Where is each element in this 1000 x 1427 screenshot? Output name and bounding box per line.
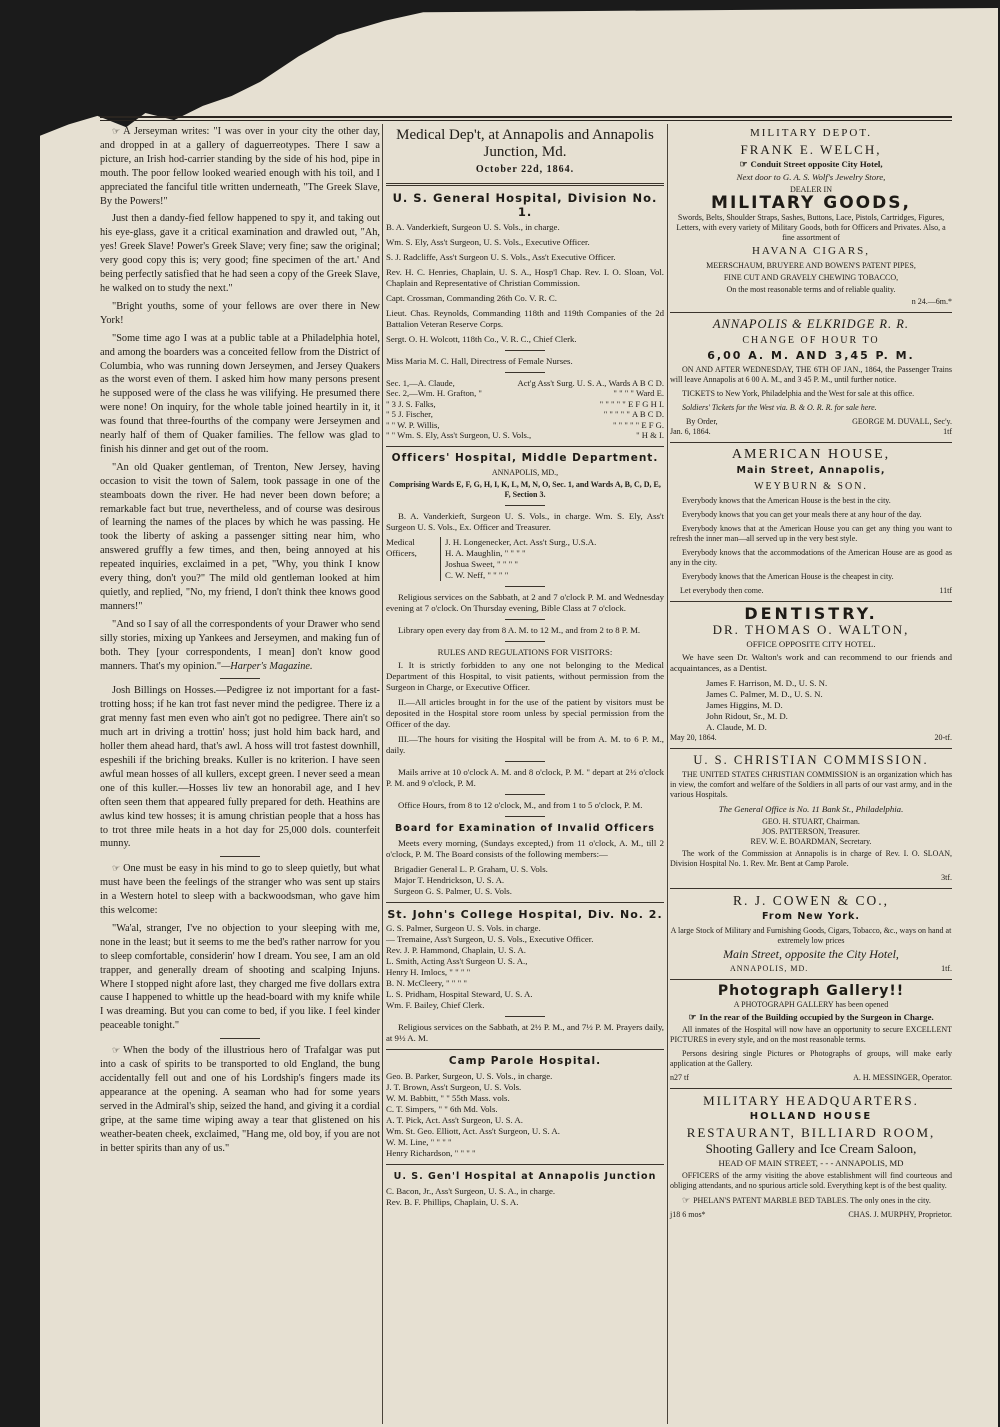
- staff-line: Lieut. Chas. Reynolds, Commanding 118th and 119th Companies of the 2d Battalion Veteran Reserve Corps.: [386, 307, 664, 329]
- christian-commission-work: The work of the Commission at Annapolis is in charge of Rev. I. O. SLOAN, Division Hospital No. 1. Rev. Mr. Bent at Camp Parole.: [670, 848, 952, 868]
- divider: [220, 856, 260, 857]
- st-johns-services: Religious services on the Sabbath, at 2½ P. M., and 7½ P. M. Prayers daily, at 9½ A. M.: [386, 1022, 664, 1044]
- reference: John Ridout, Sr., M. D.: [706, 710, 788, 721]
- cowen-address: Main Street, opposite the City Hotel,: [723, 946, 899, 961]
- pointing-hand-icon: ☞: [112, 863, 121, 874]
- christian-commission-text: THE UNITED STATES CHRISTIAN COMMISSION is an organization which has in view, the comfort and welfare of the Soldiers in all parts of our vast army, and in the various Hospitals.: [670, 769, 952, 799]
- sections-table: [386, 378, 664, 441]
- staff-line: Geo. B. Parker, Surgeon, U. S. Vols., in charge.: [386, 1071, 553, 1082]
- header-rule: [100, 116, 952, 121]
- staff-line: L. S. Pridham, Hospital Steward, U. S. A.: [386, 989, 533, 1000]
- military-depot-next: Next door to G. A. S. Wolf's Jewelry Store,: [736, 171, 886, 182]
- rule-1: I. It is strictly forbidden to any one not belonging to the Medical Department of this Hospital, to visit patients, without permission from the Surgeon in Charge, or Executive Officer.: [386, 659, 664, 692]
- christian-commission-people: [670, 817, 952, 847]
- gh1-staff: [386, 222, 664, 345]
- medical-officers: [386, 537, 664, 581]
- staff-line: Rev. H. C. Henries, Chaplain, U. S. A., Hosp'l Chap. Rev. I. O. Sloan, Vol. Chaplain and Representative of Christian Commission.: [386, 266, 664, 288]
- medical-dept-title: Medical Dep't, at Annapolis and Annapolis Junction, Md.: [396, 127, 654, 160]
- restaurant-line: RESTAURANT, BILLIARD ROOM,: [686, 1125, 936, 1141]
- divider: [670, 888, 952, 889]
- camp-parole-title: Camp Parole Hospital.: [448, 1055, 602, 1068]
- staff-line: G. S. Palmer, Surgeon U. S. Vols. in charge.: [386, 923, 541, 934]
- divider: [220, 1038, 260, 1039]
- nurses-line: Miss Maria M. C. Hall, Directress of Female Nurses.: [386, 355, 573, 366]
- medical-officer: Joshua Sweet, " " " ": [445, 558, 519, 569]
- staff-line: B. N. McCleery, " " " ": [386, 978, 467, 989]
- gh1-title: U. S. General Hospital, Division No. 1.: [392, 190, 658, 219]
- staff-line: A. T. Pick, Act. Ass't Surgeon, U. S. A.: [386, 1115, 523, 1126]
- board-title: Board for Examination of Invalid Officers: [395, 822, 655, 834]
- annapolis-junction-staff: [386, 1186, 664, 1208]
- staff-line: W. M. Line, " " " ": [386, 1137, 452, 1148]
- military-goods-list: Swords, Belts, Shoulder Straps, Sashes, Buttons, Lace, Pistols, Cartridges, Figures, Letters, with every variety of Military Goods, both for Officers and Privates. Also, a fine assortment of: [676, 212, 946, 242]
- board-member: Brigadier General L. P. Graham, U. S. Vols.: [394, 863, 548, 874]
- officers-hospital-staff: B. A. Vanderkieft, Surgeon U. S. Vols., in charge. Wm. S. Ely, Ass't Surgeon U. S. Vols., Ex. Officer and Treasurer.: [386, 510, 664, 532]
- divider: [220, 678, 260, 679]
- ad-code: 3tf.: [941, 872, 952, 882]
- staff-line: L. Smith, Acting Ass't Surgeon U. S. A.,: [386, 956, 528, 967]
- divider: [505, 350, 545, 351]
- photograph-operator: n27 tf A. H. MESSINGER, Operator.: [670, 1073, 952, 1083]
- stranger-story-quote: "Wa'al, stranger, I've no objection to your sleeping with me, none in the least; but it seems to me the bed's rather narrow for you to sleep comfortable, considerin' how I dream. You see, I am an old trapper, and generally dream of shooting and scalping Injuns. Where I stopped night afore last, they charged me five dollars extra cause I happened to whittle up the head-board with my knife while I was dreaming. But you can come to bed, if you like. I feel kinder peaceable tonight.": [100, 922, 380, 1032]
- board-text: Meets every morning, (Sundays excepted,) from 11 o'clock, A. M., till 2 o'clock, P. M. The Board consists of the following members:—: [386, 837, 664, 859]
- ad-line: Everybody knows that the American House is the cheapest in city.: [682, 572, 894, 582]
- column-right: [670, 125, 952, 1220]
- officer-name: REV. W. E. BOARDMAN, Secretary.: [750, 836, 872, 846]
- rules-title: RULES AND REGULATIONS FOR VISITORS:: [437, 646, 613, 657]
- railroad-soldiers: Soldiers' Tickets for the West via. B. & O. R. R. for sale here.: [682, 403, 877, 413]
- pointing-hand-icon: ☞: [682, 1195, 691, 1206]
- american-house-street: Main Street, Annapolis,: [736, 465, 886, 477]
- holland-house: HOLLAND HOUSE: [749, 1111, 873, 1123]
- divider: [386, 446, 664, 447]
- staff-line: C. Bacon, Jr., Ass't Surgeon, U. S. A., in charge.: [386, 1186, 556, 1197]
- staff-line: Wm. F. Bailey, Chief Clerk.: [386, 1000, 485, 1011]
- jersey-story-p3: "Bright youths, some of your fellows are over there in New York!: [100, 300, 380, 326]
- ad-code: n 24.—6m.*: [911, 296, 952, 306]
- cowen-text: A large Stock of Military and Furnishing Goods, Cigars, Tobacco, &c., ways on hand at extremely low prices: [670, 925, 952, 945]
- jersey-story-p2: Just then a dandy-fied fellow happened to spy it, and taking out his eye-glass, gave it a critical examination and drawled out, "Ah, yes! Greek Slave! Power's Greek Slave; very fine; saw the original; very good copy this is; very good; fine specimen of the art.' And being perfectly satisfied that he had seen a copy of the Greek Slave, he walked on to study the next.": [100, 213, 380, 294]
- ad-code: 11tf: [939, 586, 952, 596]
- dentist-refs: [670, 678, 952, 733]
- photograph-text-2: Persons desiring single Pictures or Photographs of groups, will make early application at the Gallery.: [670, 1049, 952, 1069]
- ad-line: Everybody knows that at the American House you can get any thing you want to refresh the inner man—all served up in the very best style.: [670, 524, 952, 544]
- dentistry-title: DENTISTRY.: [744, 604, 878, 624]
- pointing-hand-icon: ☞: [112, 126, 121, 136]
- divider: [670, 979, 952, 980]
- camp-parole-staff: [386, 1071, 664, 1159]
- section-row: Sec. 2,—Wm. H. Grafton, " " " " " Ward E.: [386, 388, 664, 399]
- photograph-text: All inmates of the Hospital will now have an opportunity to secure EXCELLENT PICTURES in every style, and on the most reasonable terms.: [670, 1025, 952, 1045]
- staff-line: C. T. Simpers, " " 6th Md. Vols.: [386, 1104, 498, 1115]
- annapolis-junction-title: U. S. Gen'l Hospital at Annapolis Junction: [393, 1171, 657, 1183]
- staff-line: B. A. Vanderkieft, Surgeon U. S. Vols., in charge.: [386, 221, 560, 232]
- staff-line: Henry H. Imlocs, " " " ": [386, 967, 471, 978]
- dentist-name: DR. THOMAS O. WALTON,: [712, 621, 910, 637]
- military-goods: MILITARY GOODS,: [711, 192, 911, 213]
- railroad-times: 6,00 A. M. AND 3,45 P. M.: [707, 349, 915, 363]
- divider: [505, 816, 545, 817]
- divider: [505, 641, 545, 642]
- religious-services: Religious services on the Sabbath, at 2 and 7 o'clock P. M. and Wednesday evening at 7 o'clock. On Thursday evening, Bible Class at 7 o'clock.: [386, 591, 664, 613]
- staff-line: Sergt. O. H. Wolcott, 118th Co., V. R. C., Chief Clerk.: [386, 333, 577, 344]
- cowen-from: From New York.: [762, 910, 860, 922]
- railroad-text: ON AND AFTER WEDNESDAY, THE 6TH OF JAN., 1864, the Passenger Trains will leave Annapolis at 6 00 A. M., and 3 45 P. M., until further notice.: [670, 365, 952, 385]
- pointing-hand-icon: ☞: [688, 1012, 697, 1023]
- staff-line: S. J. Radcliffe, Ass't Surgeon U. S. Vols., Ass't Executive Officer.: [386, 251, 616, 262]
- officers-hospital-wards: Comprising Wards E, F, G, H, I, K, L, M, N, O, Sec. 1, and Wards A, B, C, D, E, F, Section 3.: [389, 479, 661, 499]
- headquarters-address: HEAD OF MAIN STREET, - - - ANNAPOLIS, MD: [718, 1158, 904, 1169]
- headquarters-text: OFFICERS of the army visiting the above establishment will find courteous and obliging attendants, and no spurious article sold. Everything kept is of the best quality.: [670, 1171, 952, 1191]
- divider: [670, 601, 952, 602]
- medical-officer: H. A. Maughlin, " " " ": [445, 547, 526, 558]
- st-johns-staff: [386, 923, 664, 1011]
- mail-schedule: Mails arrive at 10 o'clock A. M. and 8 o'clock, P. M. " depart at 2½ o'clock P. M. and 9 o'clock, P. M.: [386, 766, 664, 788]
- christian-commission-office: The General Office is No. 11 Bank St., Philadelphia.: [718, 803, 904, 814]
- staff-line: — Tremaine, Ass't Surgeon, U. S. Vols., Executive Officer.: [386, 934, 594, 945]
- board-members: [386, 864, 664, 897]
- column-rule: [667, 124, 668, 1424]
- cowen-city: ANNAPOLIS, MD. 1tf.: [730, 963, 952, 973]
- divider: [670, 442, 952, 443]
- havana-cigars: HAVANA CIGARS,: [751, 244, 871, 257]
- divider: [386, 1049, 664, 1050]
- reference: James C. Palmer, M. D., U. S. N.: [706, 688, 823, 699]
- military-depot-address: ☞ Conduit Street opposite City Hotel,: [739, 158, 883, 169]
- divider: [386, 902, 664, 903]
- staff-line: Wm. S. Ely, Ass't Surgeon, U. S. Vols., Executive Officer.: [386, 236, 590, 247]
- ad-line: Everybody knows that you can get your meals there at any hour of the day.: [682, 510, 922, 520]
- pointing-hand-icon: ☞: [739, 158, 748, 169]
- divider: [505, 1016, 545, 1017]
- photograph-sub: A PHOTOGRAPH GALLERY has been opened: [733, 1000, 889, 1010]
- photograph-title: Photograph Gallery!!: [717, 982, 905, 999]
- headquarters-proprietor: j18 6 mos* CHAS. J. MURPHY, Proprietor.: [670, 1210, 952, 1220]
- railroad-signature: By Order, GEORGE M. DUVALL, Sec'y.: [686, 417, 952, 427]
- cowen-title: R. J. COWEN & CO.,: [732, 892, 889, 908]
- photograph-rear: ☞ In the rear of the Building occupied by the Surgeon in Charge.: [688, 1012, 934, 1023]
- divider: [505, 505, 545, 506]
- officers-hospital-title: Officers' Hospital, Middle Department.: [391, 451, 659, 464]
- reference: James Higgins, M. D.: [706, 699, 783, 710]
- staff-line: Capt. Crossman, Commanding 26th Co. V. R. C.: [386, 292, 557, 303]
- divider: [505, 586, 545, 587]
- railroad-tickets: TICKETS to New York, Philadelphia and the West for sale at this office.: [682, 389, 915, 399]
- military-depot-name: FRANK E. WELCH,: [740, 141, 882, 157]
- column-rule: [382, 124, 383, 1424]
- divider: [670, 1088, 952, 1089]
- section-row: Sec. 1,—A. Claude, Act'g Ass't Surg. U. S. A., Wards A B C D.: [386, 377, 664, 388]
- officer-name: GEO. H. STUART, Chairman.: [762, 816, 860, 826]
- divider: [505, 794, 545, 795]
- jersey-story-p5: "An old Quaker gentleman, of Trenton, New Jersey, having occasion to visit the town of Salem, took passage in one of the steamboats down the river. He had never been down before; a remarkable fact but true, nevertheless, and of course was desirous of learning the names of the places by which he was passing. He took the liberty of asking a passenger sitting near him, who answered gruffly a few times, and then, being annoyed at his repeated inquiries, exclaimed in a pet, "Why, you think I know every thing, don't you?" The mild old gentleman looked at him quietly, and replied, "No, my friend, I don't think thee knows good manners!": [100, 461, 380, 612]
- office-hours: Office Hours, from 8 to 12 o'clock, M., and from 1 to 5 o'clock, P. M.: [398, 799, 643, 810]
- rule-2: II.—All articles brought in for the use of the patient by visitors must be deposited in the Hospital store room unless by special permission from the Officer of the day.: [386, 696, 664, 729]
- jersey-story-p4: "Some time ago I was at a public table at a Philadelphia hotel, and among the boarders was a conceited fellow from the District of Columbia, who was running down Jerseymen, and Jersey Quakers as the worst even of them. I asked him how many persons present he supposed were of the class he was vilifying. He presumed there were none! On inquiry, for the whole table joined heartily in it, it was found that three-fourths of the company were Jerseymen and nearly half of them of Quaker families. The fellow was glad to finish his dinner and get out of the room.: [100, 332, 380, 455]
- divider: [505, 372, 545, 373]
- headquarters-tables: ☞ PHELAN'S PATENT MARBLE BED TABLES. The only ones in the city.: [682, 1195, 931, 1206]
- ad-line: Everybody knows that the accommodations of the American House are as good as any in the city.: [670, 548, 952, 568]
- st-johns-title: St. John's College Hospital, Div. No. 2.: [387, 907, 663, 921]
- medical-officers-label: Medical Officers,: [386, 536, 417, 558]
- stranger-story-intro: ☞ One must be easy in his mind to go to sleep quietly, but what must have been the feelings of the stranger who was sent up stairs in a Western hotel to sleep with a backwoodsman, who gave him this welcome:: [100, 863, 380, 917]
- divider: [386, 183, 664, 186]
- ad-line: Let everybody then come.: [680, 586, 764, 596]
- section-row: " " Wm. S. Ely, Ass't Surgeon, U. S. Vols., " H & I.: [386, 430, 664, 441]
- american-house-owner: WEYBURN & SON.: [754, 481, 868, 493]
- section-row: " 3 J. S. Falks, " " " " " E F G H I.: [386, 398, 664, 409]
- staff-line: Rev. B. F. Phillips, Chaplain, U. S. A.: [386, 1197, 519, 1208]
- officers-hospital-sub: ANNAPOLIS, MD.,: [491, 467, 559, 477]
- column-left: [100, 125, 380, 1159]
- medical-officer: C. W. Neff, " " " ": [445, 569, 509, 580]
- military-depot-title: MILITARY DEPOT.: [749, 127, 872, 139]
- officer-name: JOS. PATTERSON, Treasurer.: [762, 826, 860, 836]
- jersey-story-p1: ☞ A Jerseyman writes: "I was over in your city the other day, and dropped in at a gallery of daguerreotypes. There I saw a picture, an Irish hod-carrier standing by the side of his hod, pipe in mouth. The poor fellow looked wearied enough with his toil, and I appreciated the fanciful title written underneath, "The Greek Slave, By the Powers!": [100, 126, 380, 207]
- staff-line: Wm. St. Geo. Elliott, Act. Ass't Surgeon, U. S. A.: [386, 1126, 560, 1137]
- divider: [670, 312, 952, 313]
- american-house-title: AMERICAN HOUSE,: [731, 447, 891, 463]
- staff-line: J. T. Brown, Ass't Surgeon, U. S. Vols.: [386, 1082, 522, 1093]
- staff-line: Henry Richardson, " " " ": [386, 1148, 476, 1159]
- section-row: " 5 J. Fischer, " " " " " A B C D.: [386, 409, 664, 420]
- shooting-gallery-line: Shooting Gallery and Ice Cream Saloon,: [705, 1141, 917, 1157]
- railroad-change: CHANGE OF HOUR TO: [742, 334, 880, 346]
- staff-line: W. M. Babbitt, " " 55th Mass. vols.: [386, 1093, 510, 1104]
- staff-line: Rev. J. P. Hammond, Chaplain, U. S. A.: [386, 945, 526, 956]
- dentist-office: OFFICE OPPOSITE CITY HOTEL.: [746, 638, 876, 649]
- reference: A. Claude, M. D.: [706, 721, 767, 732]
- american-house-text: [670, 496, 952, 596]
- terms: On the most reasonable terms and of reliable quality.: [726, 284, 896, 294]
- rule-3: III.—The hours for visiting the Hospital will be from A. M. to 6 P. M., daily.: [386, 733, 664, 755]
- dentist-date: May 20, 1864. 20-tf.: [670, 732, 952, 742]
- military-depot-dealer: DEALER IN: [790, 184, 832, 194]
- section-row: " " W. P. Willis, " " " " " E F G.: [386, 419, 664, 430]
- medical-officer: J. H. Longenecker, Act. Ass't Surg., U.S.A.: [445, 536, 597, 547]
- library-hours: Library open every day from 8 A. M. to 12 M., and from 2 to 8 P. M.: [398, 624, 641, 635]
- board-member: Major T. Hendrickson, U. S. A.: [394, 874, 505, 885]
- date-line: October 22d, 1864.: [475, 164, 575, 175]
- reference: James F. Harrison, M. D., U. S. N.: [706, 677, 828, 688]
- pointing-hand-icon: ☞: [112, 1045, 121, 1056]
- divider: [670, 748, 952, 749]
- railroad-title: ANNAPOLIS & ELKRIDGE R. R.: [712, 316, 910, 331]
- jersey-story-p6: "And so I say of all the correspondents of your Drawer who send silly stories, mixing up Yankees and Jerseymen, and making fun of both. They [your correspondents, I mean] don't know good manners. That's my opinion."—Harper's Magazine.: [100, 618, 380, 672]
- tobacco: FINE CUT AND GRAVELY CHEWING TOBACCO,: [723, 272, 899, 282]
- pipes: MEERSCHAUM, BRUYERE AND BOWEN'S PATENT PIPES,: [706, 260, 916, 270]
- trafalgar-story: ☞ When the body of the illustrious hero of Trafalgar was put into a cask of spirits to be transported to old England, the bung accidentally fell out and one of his Lordship's fingers made its appearance at the opening. A seaman who had for some years served in the Admiral's ship, seized the hand, and giving it a cordial gripe, at the same time wiping away a tear that glistened on his weather-beaten cheek, exclaimed, "Hang me, old boy, if you are not in better spirits than any of us.": [100, 1045, 380, 1154]
- divider: [505, 761, 545, 762]
- josh-billings: Josh Billings on Hosses.—Pedigree iz not important for a fast-trotting hoss; if he kan trot fast never mind the pedigree. There iz a grat menny fast men even who ain't got no pedigree. There ain't so much art in driving a trottin' hoss; just hold him back hard, and holler them ahead hard, that's awl. A hoss will trot fastest downhill, espeshili if the briching breaks. Kuller is no kriterion. I have seen awful mean hosses of all kullers, except green. I never seed a mean one of this kuller.—Hosses liv tew an honorabil age, and I hev often seen them that appeared fully prepared for deth. Heathins are awlus kind tew hosses; it is amung christian people that a hoss has to trot three mile heats in a hot day for 25,000 dols. counterfeit munny.: [100, 685, 380, 850]
- divider: [505, 619, 545, 620]
- divider: [386, 1164, 664, 1165]
- board-member: Surgeon G. S. Palmer, U. S. Vols.: [394, 885, 512, 896]
- railroad-date: Jan. 6, 1864. 1tf: [670, 427, 952, 437]
- headquarters-title: MILITARY HEADQUARTERS.: [703, 1093, 919, 1109]
- ad-line: Everybody knows that the American House is the best in the city.: [682, 496, 891, 506]
- christian-commission-title: U. S. CHRISTIAN COMMISSION.: [693, 752, 929, 767]
- column-middle: [386, 125, 664, 1208]
- dentist-text: We have seen Dr. Walton's work and can recommend to our friends and acquaintances, as a Dentist.: [670, 651, 952, 673]
